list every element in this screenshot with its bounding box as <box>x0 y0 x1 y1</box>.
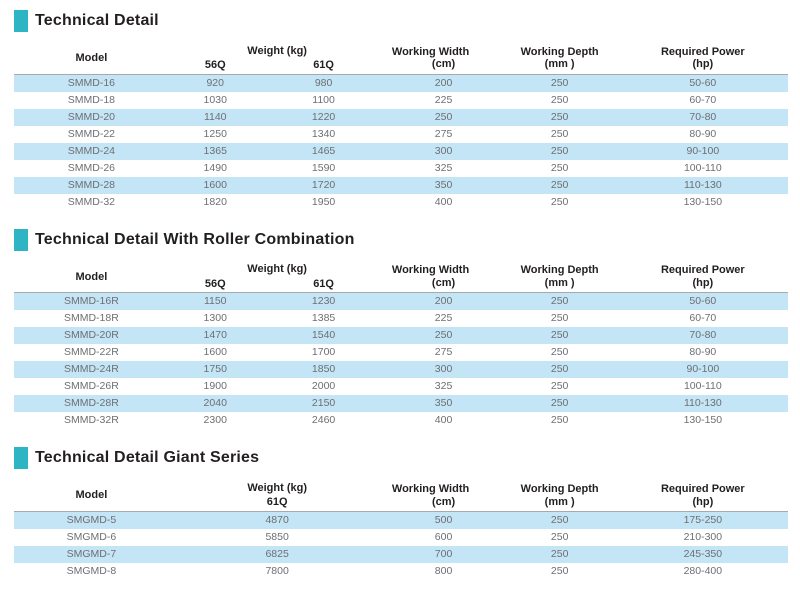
table-row <box>14 109 788 126</box>
cell-working-depth: 250 <box>550 329 569 342</box>
cell-weight: 1150 <box>203 295 227 308</box>
cell-working-depth: 250 <box>550 178 569 191</box>
section-header <box>14 447 788 469</box>
cell-working-depth: 250 <box>550 195 569 208</box>
cell-working-width: 400 <box>434 414 453 427</box>
cell-working-width: 275 <box>434 127 453 140</box>
cell-weight: 6825 <box>265 547 289 560</box>
cell-required-power: 80-90 <box>689 127 717 140</box>
cell-working-width: 700 <box>434 547 453 560</box>
cell-model: SMMD-22 <box>67 127 116 140</box>
required-power-unit: (hp) <box>692 58 714 71</box>
cell-required-power: 50-60 <box>689 76 717 89</box>
cell-working-depth: 250 <box>550 144 569 157</box>
working-width-label: Working Width <box>391 482 470 495</box>
cell-model: SMMD-26R <box>63 380 119 393</box>
table-row <box>14 529 788 546</box>
cell-required-power: 130-150 <box>683 195 723 208</box>
col-header-weight-sub: 61Q <box>266 496 288 509</box>
required-power-unit: (hp) <box>692 495 714 508</box>
cell-required-power: 50-60 <box>689 295 717 308</box>
cell-required-power: 210-300 <box>683 530 723 543</box>
cell-required-power: 110-130 <box>683 397 722 410</box>
table-row <box>14 92 788 109</box>
table-row <box>14 143 788 160</box>
cell-required-power: 100-110 <box>683 380 722 393</box>
cell-weight: 5850 <box>265 530 289 543</box>
cell-required-power: 130-150 <box>683 414 723 427</box>
cell-working-depth: 250 <box>550 161 569 174</box>
cell-weight: 1600 <box>203 178 227 191</box>
cell-required-power: 90-100 <box>686 144 720 157</box>
working-depth-label: Working Depth <box>520 45 599 58</box>
cell-weight: 1950 <box>311 195 336 208</box>
cell-model: SMMD-28 <box>67 178 116 191</box>
cell-weight: 1850 <box>311 363 336 376</box>
required-power-label: Required Power <box>660 45 745 58</box>
cell-working-depth: 250 <box>550 380 569 393</box>
cell-working-width: 200 <box>434 295 453 308</box>
cell-weight: 2000 <box>311 380 336 393</box>
title-accent-square <box>14 10 28 32</box>
cell-working-width: 225 <box>434 93 453 106</box>
cell-weight: 1590 <box>311 161 336 174</box>
cell-weight: 1100 <box>312 93 335 106</box>
table-row <box>14 563 788 580</box>
working-depth-unit: (mm ) <box>544 276 575 289</box>
cell-weight: 1140 <box>203 110 227 123</box>
cell-weight: 1220 <box>311 110 336 123</box>
cell-model: SMMD-32R <box>63 414 119 427</box>
cell-weight: 1465 <box>311 144 336 157</box>
col-header-working-width <box>386 40 502 74</box>
section-header <box>14 229 788 251</box>
cell-weight: 1540 <box>311 329 336 342</box>
cell-working-depth: 250 <box>550 564 569 577</box>
cell-working-depth: 250 <box>550 110 569 123</box>
title-accent-square <box>14 447 28 469</box>
required-power-label: Required Power <box>660 264 745 277</box>
table-row <box>14 310 788 327</box>
table-row <box>14 395 788 412</box>
spec-table <box>14 40 788 211</box>
cell-working-width: 325 <box>434 380 453 393</box>
cell-working-depth: 250 <box>550 346 569 359</box>
cell-model: SMGMD-7 <box>66 547 117 560</box>
spec-table <box>14 259 788 430</box>
cell-weight: 1250 <box>203 127 227 140</box>
cell-working-width: 350 <box>434 178 453 191</box>
cell-model: SMGMD-6 <box>66 530 117 543</box>
cell-weight: 1030 <box>203 93 227 106</box>
cell-weight: 1720 <box>311 178 336 191</box>
cell-working-width: 325 <box>434 161 453 174</box>
cell-weight: 1300 <box>203 312 227 325</box>
working-depth-unit: (mm ) <box>544 58 575 71</box>
table-head <box>14 259 788 293</box>
cell-weight: 2040 <box>203 397 227 410</box>
cell-model: SMMD-20 <box>67 110 116 123</box>
cell-model: SMMD-24R <box>63 363 119 376</box>
cell-working-depth: 250 <box>550 76 569 89</box>
cell-weight: 1600 <box>203 346 227 359</box>
col-header-weight-sub: 56Q <box>204 59 226 71</box>
col-header-weight-group: Weight (kg) <box>247 263 307 276</box>
table-row <box>14 511 788 529</box>
cell-required-power: 90-100 <box>686 363 720 376</box>
table-row <box>14 74 788 92</box>
cell-required-power: 70-80 <box>689 110 717 123</box>
table-row <box>14 361 788 378</box>
cell-weight: 2300 <box>203 414 227 427</box>
cell-working-width: 400 <box>434 195 453 208</box>
cell-weight: 920 <box>206 76 224 89</box>
cell-working-depth: 250 <box>550 93 569 106</box>
col-header-working-width <box>386 259 502 293</box>
cell-required-power: 60-70 <box>689 93 717 106</box>
cell-working-depth: 250 <box>550 397 569 410</box>
col-header-required-power <box>618 259 788 293</box>
cell-model: SMMD-18 <box>67 93 116 106</box>
cell-model: SMMD-22R <box>63 346 119 359</box>
cell-required-power: 70-80 <box>689 329 717 342</box>
section-header <box>14 10 788 32</box>
working-width-label: Working Width <box>391 264 470 277</box>
cell-working-width: 300 <box>434 144 453 157</box>
cell-model: SMGMD-8 <box>66 564 117 577</box>
cell-model: SMMD-24 <box>67 144 116 157</box>
col-header-working-depth <box>502 477 618 511</box>
cell-working-width: 350 <box>434 397 453 410</box>
col-header-weight-sub: 61Q <box>313 277 334 290</box>
cell-weight: 1230 <box>311 295 336 308</box>
cell-required-power: 60-70 <box>689 312 717 325</box>
required-power-label: Required Power <box>660 482 745 495</box>
col-header-working-depth <box>502 40 618 74</box>
table-row <box>14 378 788 395</box>
cell-weight: 4870 <box>265 513 289 526</box>
cell-weight: 1385 <box>311 312 336 325</box>
section-title: Technical Detail With Roller Combination <box>35 230 355 248</box>
working-width-label: Working Width <box>391 45 470 58</box>
cell-model: SMMD-28R <box>63 397 119 410</box>
working-width-unit: (cm) <box>431 495 456 508</box>
table-body <box>14 293 788 430</box>
cell-required-power: 80-90 <box>689 346 717 359</box>
cell-working-width: 600 <box>434 530 453 543</box>
cell-working-width: 275 <box>434 346 453 359</box>
table-row <box>14 126 788 143</box>
cell-working-width: 800 <box>434 564 453 577</box>
col-header-model: Model <box>75 52 108 64</box>
table-body <box>14 511 788 580</box>
working-width-unit: (cm) <box>431 58 456 71</box>
section-title: Technical Detail <box>35 12 159 29</box>
col-header-weight-sub: 61Q <box>313 59 334 71</box>
cell-weight: 1340 <box>311 127 336 140</box>
cell-weight: 1365 <box>203 144 227 157</box>
cell-model: SMMD-16 <box>67 76 116 89</box>
cell-working-depth: 250 <box>550 530 569 543</box>
table-row <box>14 160 788 177</box>
cell-weight: 1470 <box>203 329 227 342</box>
header-row-main <box>14 259 788 278</box>
cell-working-width: 500 <box>434 513 453 526</box>
col-header-required-power <box>618 40 788 74</box>
cell-weight: 980 <box>314 76 333 89</box>
technical-detail-section <box>14 10 788 211</box>
title-accent-square <box>14 229 28 251</box>
cell-working-depth: 250 <box>550 363 569 376</box>
cell-working-width: 225 <box>434 312 453 325</box>
table-row <box>14 327 788 344</box>
table-row <box>14 412 788 429</box>
cell-working-width: 250 <box>434 110 453 123</box>
table-row <box>14 194 788 211</box>
cell-model: SMGMD-5 <box>66 513 117 526</box>
header-row-main <box>14 477 788 496</box>
cell-weight: 2150 <box>311 397 336 410</box>
working-depth-label: Working Depth <box>520 482 599 495</box>
cell-weight: 1490 <box>203 161 227 174</box>
cell-model: SMMD-32 <box>67 195 116 208</box>
section-title: Technical Detail Giant Series <box>35 449 260 467</box>
spec-table <box>14 477 788 580</box>
cell-working-width: 250 <box>434 329 453 342</box>
cell-required-power: 245-350 <box>683 547 723 560</box>
table-row <box>14 293 788 311</box>
cell-weight: 1900 <box>203 380 227 393</box>
cell-required-power: 100-110 <box>683 161 722 174</box>
col-header-weight-group: Weight (kg) <box>247 44 307 57</box>
col-header-working-width <box>386 477 502 511</box>
table-row <box>14 344 788 361</box>
cell-weight: 1820 <box>203 195 227 208</box>
cell-model: SMMD-16R <box>63 295 119 308</box>
cell-required-power: 110-130 <box>683 178 722 191</box>
cell-working-depth: 250 <box>550 295 569 308</box>
cell-model: SMMD-18R <box>63 312 119 325</box>
col-header-weight-group: Weight (kg) <box>247 481 307 494</box>
technical-detail-section <box>14 229 788 430</box>
cell-model: SMMD-20R <box>63 329 119 342</box>
cell-weight: 1750 <box>203 363 227 376</box>
col-header-model: Model <box>75 270 108 283</box>
working-depth-label: Working Depth <box>520 264 599 277</box>
col-header-required-power <box>618 477 788 511</box>
col-header-weight-sub: 56Q <box>204 277 226 290</box>
working-width-unit: (cm) <box>431 276 456 289</box>
cell-required-power: 175-250 <box>683 513 723 526</box>
cell-weight: 7800 <box>265 564 289 577</box>
cell-working-depth: 250 <box>550 547 569 560</box>
cell-weight: 2460 <box>311 414 336 427</box>
cell-model: SMMD-26 <box>67 161 116 174</box>
col-header-model: Model <box>75 489 108 502</box>
cell-working-depth: 250 <box>550 127 569 140</box>
cell-working-width: 300 <box>434 363 453 376</box>
cell-required-power: 280-400 <box>683 564 723 577</box>
col-header-working-depth <box>502 259 618 293</box>
working-depth-unit: (mm ) <box>544 495 575 508</box>
table-head <box>14 477 788 511</box>
table-row <box>14 177 788 194</box>
cell-weight: 1700 <box>311 346 336 359</box>
cell-working-depth: 250 <box>550 513 569 526</box>
technical-detail-section <box>14 447 788 580</box>
cell-working-width: 200 <box>434 76 453 89</box>
cell-working-depth: 250 <box>550 312 569 325</box>
header-row-main <box>14 40 788 59</box>
table-body <box>14 74 788 211</box>
required-power-unit: (hp) <box>692 276 714 289</box>
table-row <box>14 546 788 563</box>
table-head <box>14 40 788 74</box>
cell-working-depth: 250 <box>550 414 569 427</box>
